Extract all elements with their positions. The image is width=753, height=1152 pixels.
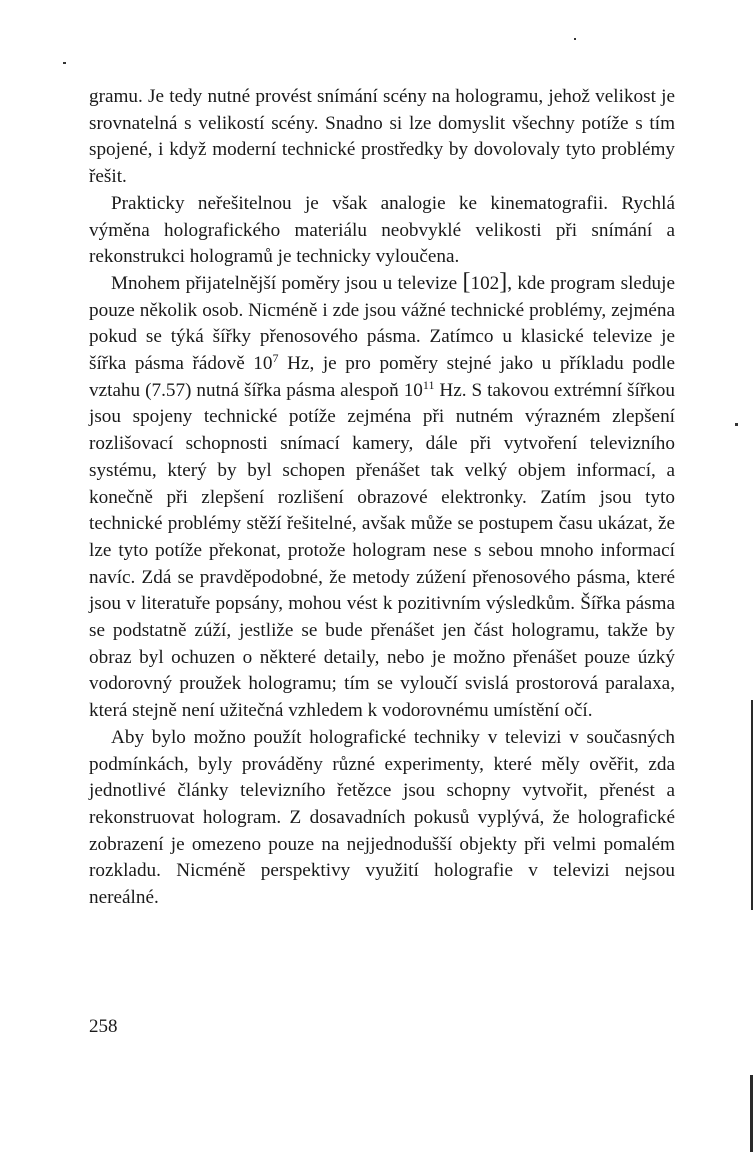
text-run: Mnohem přijatelnější poměry jsou u televize — [111, 272, 463, 294]
text-run: , kde program sleduje pouze několik osob. Nicméně i zde jsou vážné technické problémy, zejména pokud se týká šířky přenosového pásma. Zatímco u klasické televize je šířka pásma řádově 10 — [89, 272, 675, 375]
text-run: gramu. Je tedy nutné provést snímání scény na hologramu, jehož velikost je srovnatelná s velikostí scény. Snadno si lze domyslit všechny potíže s tím spojené, i když moderní technické prostředky by dovolovaly tyto problémy řešit. — [89, 86, 675, 188]
superscript-exponent: 7 — [272, 351, 279, 366]
superscript-exponent: 11 — [422, 377, 435, 392]
paragraph — [89, 725, 675, 912]
scan-speck — [63, 62, 66, 64]
citation-bracket: [ — [462, 268, 471, 295]
paragraph — [89, 84, 675, 191]
text-run: Prakticky neřešitelnou je však analogie ke kinematografii. Rychlá výměna holografického materiálu neobvyklé velikosti při snímání a rekonstrukci hologramů je technicky vyloučena. — [89, 192, 675, 268]
text-run: 102 — [470, 272, 500, 294]
citation-bracket: ] — [499, 268, 508, 295]
page-number: 258 — [89, 1016, 118, 1037]
body-text — [89, 84, 675, 912]
text-run: Hz, je pro poměry stejné jako u příkladu podle vztahu (7.57) nutná šířka pásma alespoň 10 — [89, 353, 675, 401]
paragraph — [89, 191, 675, 271]
text-run: Aby bylo možno použít holografické techniky v televizi v současných podmínkách, byly prováděny různé experimenty, které měly ověřit, zda jednotlivé články televizního řetězce jsou schopny vytvořit, přenést a rekonstruovat hologram. Z dosavadních pokusů vyplývá, že holografické zobrazení je omezeno pouze na nejjednodušší objekty při velmi pomalém rozkladu. Nicméně perspektivy využití holografie v televizi nejsou nereálné. — [89, 726, 675, 909]
paragraph — [89, 268, 675, 725]
scan-speck — [574, 38, 576, 40]
scan-speck — [735, 423, 738, 426]
text-run: Hz. S takovou extrémní šířkou jsou spojeny technické potíže zejména při nutném výrazném zlepšení rozlišovací schopnosti snímací kamery, dále při vytvoření televizního systému, který by byl schopen přenášet tak velký objem informací, a konečně při zlepšení rozlišení obrazové elektronky. Zatím jsou tyto technické problémy stěží řešitelné, avšak může se postupem času ukázat, že lze tyto potíže překonat, protože hologram nese s sebou mnoho informací navíc. Zdá se pravděpodobné, že metody zúžení přenosového pásma, které jsou v literatuře popsány, mohou vést k pozitivním výsledkům. Šířka pásma se podstatně zúží, jestliže se bude přenášet jen část hologramu, takže by obraz byl ochuzen o některé detaily, nebo je možno přenášet pouze úzký vodorovný proužek hologramu; tím se vyloučí svislá prostorová paralaxa, která stejně není užitečná vzhledem k vodorovnému umístění očí. — [89, 379, 675, 722]
